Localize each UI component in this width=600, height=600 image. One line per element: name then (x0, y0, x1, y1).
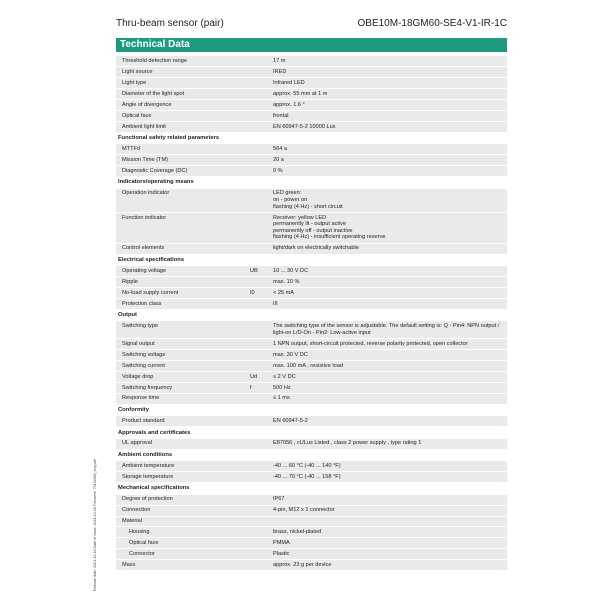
spec-value: IRED (273, 68, 287, 75)
spec-value: 10 ... 30 V DC (273, 267, 309, 274)
spec-value: The switching type of the sensor is adjustable. The default setting is: Q - Pin4: NPN output / light-on L/D-On - Pin2: Low-active input (273, 323, 500, 336)
spec-table (116, 56, 507, 571)
release-note: Release date: 2021-12-16 Date of issue: 2021-12-16 Filename: 70134560_eng.pdf (93, 459, 97, 591)
spec-label: No-load supply current (122, 289, 179, 296)
spec-value: frontal (273, 112, 289, 119)
spec-value: IP67 (273, 496, 285, 503)
spec-value: max. 30 V DC (273, 351, 308, 358)
spec-label: Diameter of the light spot (122, 90, 185, 97)
spec-group-heading: Mechanical specifications (116, 483, 507, 494)
spec-label: UL approval (122, 440, 152, 447)
spec-label: Protection class (122, 300, 162, 307)
spec-value: max. 100 mA , resistive load (273, 362, 343, 369)
spec-row (116, 394, 507, 405)
spec-row (116, 244, 507, 255)
spec-label: Signal output (122, 340, 155, 347)
spec-row (116, 361, 507, 372)
spec-value: 20 a (273, 156, 284, 163)
spec-row (116, 560, 507, 571)
spec-value: LED green: on - power on flashing (4 Hz) - short circuit (273, 190, 343, 210)
spec-row (116, 339, 507, 350)
spec-row (116, 372, 507, 383)
spec-group-heading: Ambient conditions (116, 450, 507, 461)
spec-row (116, 350, 507, 361)
spec-label: Ambient light limit (122, 123, 166, 130)
spec-value: -40 ... 70 °C (-40 ... 158 °F) (273, 473, 341, 480)
spec-row (116, 166, 507, 177)
spec-value: ≤ 2 V DC (273, 373, 296, 380)
spec-group-heading: Functional safety related parameters (116, 133, 507, 144)
spec-label: Connector (129, 551, 155, 558)
spec-row (116, 78, 507, 89)
spec-value: ≤ 1 ms (273, 395, 290, 402)
spec-label: Operating voltage (122, 267, 167, 274)
spec-group-heading: Output (116, 310, 507, 321)
spec-row (116, 538, 507, 549)
spec-label: Storage temperature (122, 473, 174, 480)
spec-row (116, 100, 507, 111)
spec-row (116, 277, 507, 288)
spec-group-heading: Indicators/operating means (116, 177, 507, 188)
part-number: OBE10M-18GM60-SE4-V1-IR-1C (357, 18, 507, 29)
spec-label: MTTFd (122, 145, 141, 152)
spec-label: Connection (122, 507, 151, 514)
spec-row (116, 517, 507, 528)
spec-value: approx. 55 mm at 1 m (273, 90, 328, 97)
spec-row (116, 111, 507, 122)
spec-row (116, 439, 507, 450)
spec-symbol: f (250, 384, 252, 391)
spec-label: Degree of protection (122, 496, 173, 503)
spec-label: Voltage drop (122, 373, 154, 380)
spec-value: EN 60947-5-2 (273, 417, 308, 424)
spec-label: Control elements (122, 245, 165, 252)
spec-row (116, 56, 507, 67)
spec-label: Optical face (129, 540, 159, 547)
spec-row (116, 383, 507, 394)
spec-row (116, 299, 507, 310)
spec-label: Diagnostic Coverage (DC) (122, 167, 188, 174)
spec-row (116, 189, 507, 213)
spec-label: Response time (122, 395, 160, 402)
spec-value: Infrared LED (273, 79, 305, 86)
spec-label: Switching current (122, 362, 165, 369)
spec-row (116, 472, 507, 483)
spec-row (116, 67, 507, 78)
spec-row (116, 155, 507, 166)
spec-label: Material (122, 518, 142, 525)
spec-row (116, 461, 507, 472)
spec-label: Housing (129, 529, 150, 536)
spec-group-heading: Conformity (116, 405, 507, 416)
spec-label: Product standard (122, 417, 165, 424)
spec-value: approx. 23 g per device (273, 562, 332, 569)
spec-value: < 25 mA (273, 289, 294, 296)
technical-data-header: Technical Data (116, 38, 507, 52)
spec-symbol: I0 (250, 289, 255, 296)
spec-label: Operation indicator (122, 190, 170, 197)
spec-label: Angle of divergence (122, 101, 172, 108)
spec-row (116, 495, 507, 506)
spec-value: -40 ... 60 °C (-40 ... 140 °F) (273, 462, 341, 469)
spec-value: PMMA (273, 540, 290, 547)
spec-value: III (273, 300, 278, 307)
spec-group-heading: Electrical specifications (116, 255, 507, 266)
spec-row (116, 288, 507, 299)
spec-label: Light source (122, 68, 153, 75)
spec-row (116, 506, 507, 517)
spec-label: Function indicator (122, 214, 167, 221)
spec-value: 1 NPN output, short-circuit protected, reverse polarity protected, open collector (273, 340, 468, 347)
spec-symbol: Ud (250, 373, 258, 380)
spec-row (116, 213, 507, 244)
page-header (116, 18, 507, 32)
spec-label: Light type (122, 79, 147, 86)
spec-label: Ripple (122, 278, 138, 285)
spec-label: Optical face (122, 112, 152, 119)
spec-label: Switching voltage (122, 351, 166, 358)
spec-value (273, 518, 505, 525)
spec-label: Mass (122, 562, 136, 569)
spec-row (116, 266, 507, 277)
spec-label: Switching frequency (122, 384, 173, 391)
spec-value: 4-pin, M12 x 1 connector (273, 507, 335, 514)
spec-value: brass, nickel-plated (273, 529, 322, 536)
spec-value: Receiver: yellow LED permanently lit - output active permanently off - output inactive flashing (4 Hz) - insufficient operating reserve (273, 214, 386, 241)
spec-value: 0 % (273, 167, 283, 174)
spec-row (116, 122, 507, 133)
spec-value: 17 m (273, 57, 286, 64)
spec-row (116, 144, 507, 155)
spec-value: E87056 , cULus Listed , class 2 power supply , type rating 1 (273, 440, 422, 447)
spec-value: EN 60947-5-2 10000 Lux (273, 123, 336, 130)
document-title: Thru-beam sensor (pair) (116, 18, 224, 29)
spec-label: Switching type (122, 323, 159, 330)
spec-label: Mission Time (TM) (122, 156, 168, 163)
spec-value: light/dark on electrically switchable (273, 245, 359, 252)
spec-row (116, 89, 507, 100)
spec-label: Threshold detection range (122, 57, 187, 64)
spec-symbol: UB (250, 267, 258, 274)
spec-group-heading: Approvals and certificates (116, 427, 507, 438)
spec-value: Plastic (273, 551, 290, 558)
spec-label: Ambient temperature (122, 462, 175, 469)
spec-value: 500 Hz (273, 384, 291, 391)
spec-value: 564 a (273, 145, 287, 152)
spec-value: max. 10 % (273, 278, 300, 285)
spec-row (116, 549, 507, 560)
spec-row (116, 321, 507, 339)
spec-row (116, 527, 507, 538)
spec-row (116, 416, 507, 427)
spec-value: approx. 1.6 ° (273, 101, 305, 108)
